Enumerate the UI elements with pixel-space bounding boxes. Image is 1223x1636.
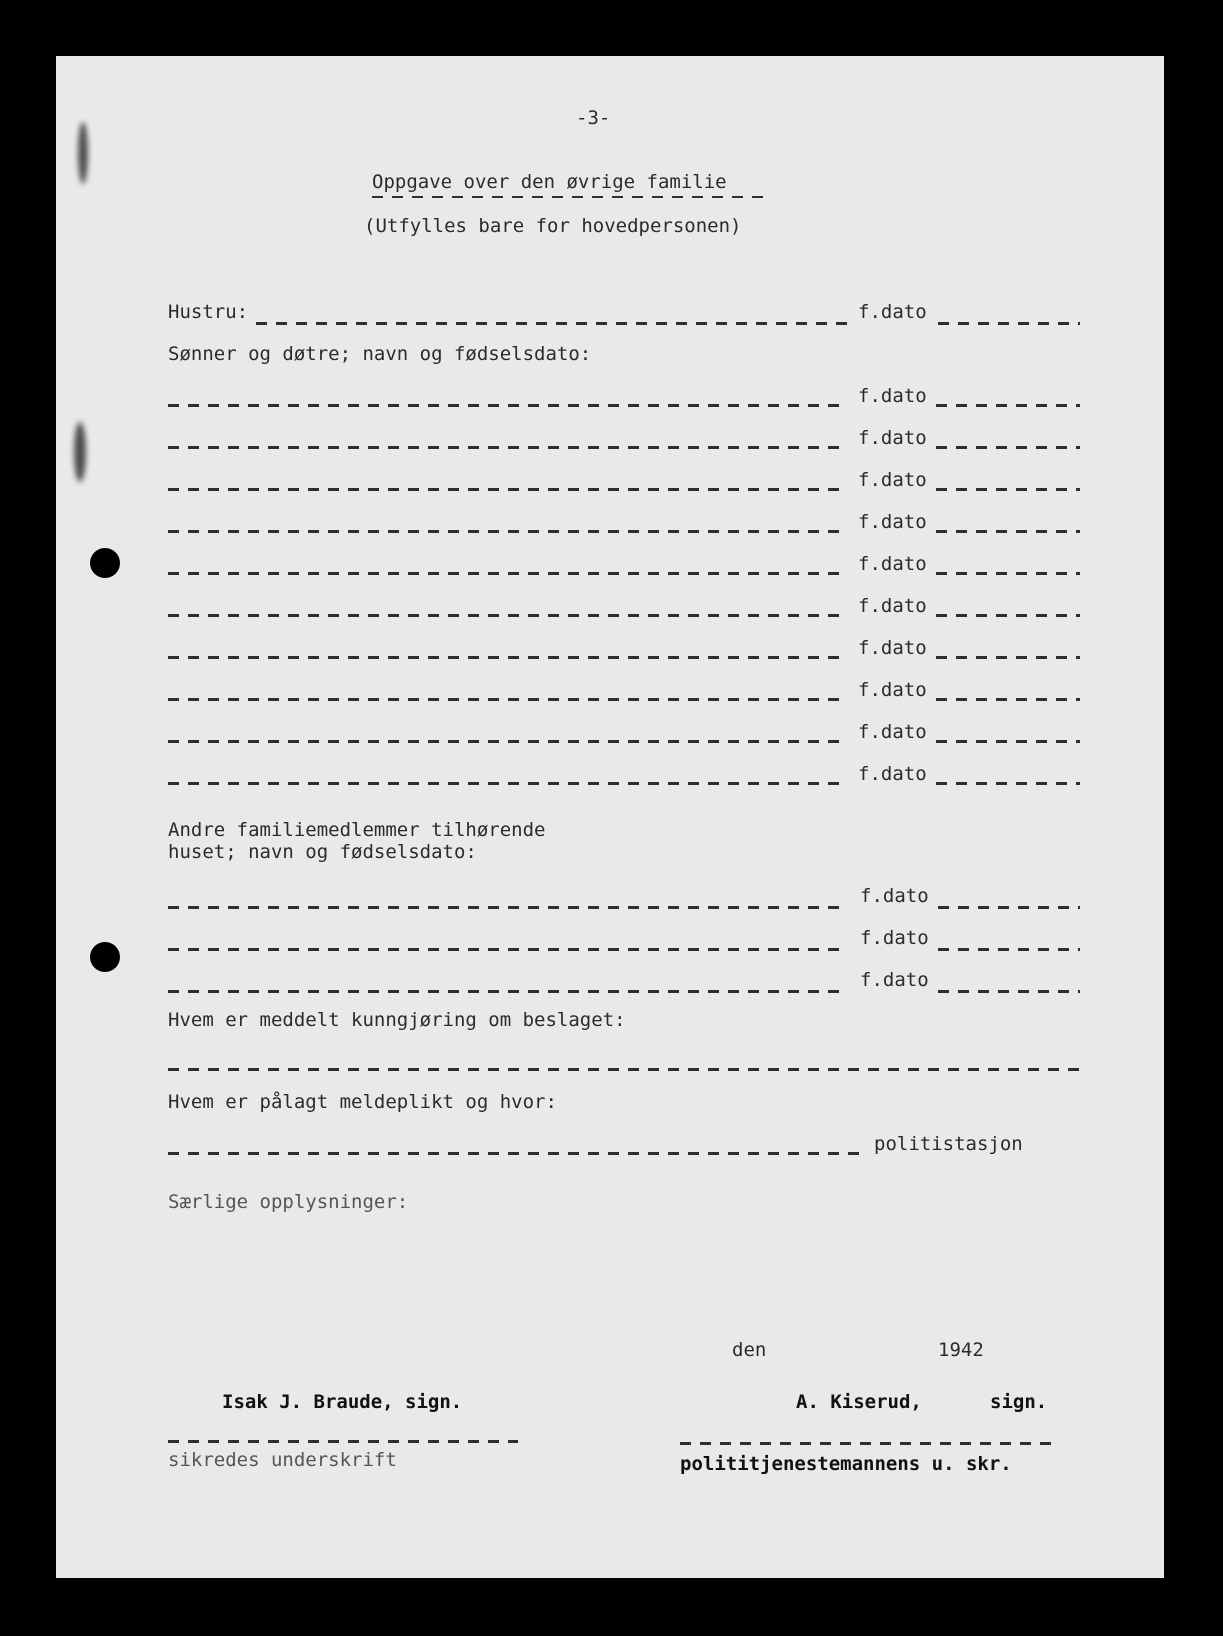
caption-left: sikredes underskrift [168,1449,397,1471]
child-5-fdato-label: f.dato [858,553,927,575]
page-number: -3- [576,107,611,129]
child-1-name-line [168,404,848,407]
reporting-line [168,1152,868,1155]
notified-label: Hvem er meddelt kunngjøring om beslaget: [168,1009,626,1031]
child-6-name-line [168,614,848,617]
spouse-fdato-label: f.dato [858,301,927,323]
page-subtitle: (Utfylles bare for hovedpersonen) [364,215,742,237]
ink-smudge-middle [74,422,86,482]
child-2-fdato-line [936,446,1080,449]
child-5-name-line [168,572,848,575]
police-station-label: politistasjon [874,1133,1023,1155]
child-10-fdato-line [936,782,1080,785]
child-9-fdato-line [936,740,1080,743]
child-4-fdato-label: f.dato [858,511,927,533]
punch-hole-lower [90,942,120,972]
signature-right-line [680,1442,1052,1445]
punch-hole-upper [90,548,120,578]
other-member-3-name-line [168,990,848,993]
child-6-fdato-line [936,614,1080,617]
other-member-3-fdato-label: f.dato [860,969,929,991]
other-members-label-line2: huset; navn og fødselsdato: [168,841,477,863]
reporting-label: Hvem er pålagt meldeplikt og hvor: [168,1091,557,1113]
children-label: Sønner og døtre; navn og fødselsdato: [168,343,592,365]
child-1-fdato-label: f.dato [858,385,927,407]
child-3-fdato-line [936,488,1080,491]
special-info-label: Særlige opplysninger: [168,1191,409,1213]
other-member-2-name-line [168,948,848,951]
child-10-fdato-label: f.dato [858,763,927,785]
child-3-fdato-label: f.dato [858,469,927,491]
child-10-name-line [168,782,848,785]
spouse-name-line [256,322,856,325]
child-4-fdato-line [936,530,1080,533]
child-2-name-line [168,446,848,449]
document-page [56,56,1164,1578]
signature-right-sign: sign. [990,1391,1048,1413]
child-7-fdato-label: f.dato [858,637,927,659]
other-member-1-fdato-label: f.dato [860,885,929,907]
signature-right-name: A. Kiserud, [796,1391,922,1413]
spouse-label: Hustru: [168,301,249,323]
signature-left-line [168,1440,518,1443]
child-6-fdato-label: f.dato [858,595,927,617]
caption-right: polititjenestemannens u. skr. [680,1453,1012,1475]
child-9-name-line [168,740,848,743]
other-member-2-fdato-label: f.dato [860,927,929,949]
other-members-label-line1: Andre familiemedlemmer tilhørende [168,819,546,841]
child-3-name-line [168,488,848,491]
child-8-fdato-label: f.dato [858,679,927,701]
ink-smudge-top [78,122,88,184]
other-member-1-name-line [168,906,848,909]
signature-left: Isak J. Braude, sign. [222,1391,463,1413]
child-4-name-line [168,530,848,533]
page-title: Oppgave over den øvrige familie [372,171,727,193]
child-5-fdato-line [936,572,1080,575]
date-word: den [732,1339,767,1361]
child-9-fdato-label: f.dato [858,721,927,743]
year: 1942 [938,1339,984,1361]
notified-line [168,1068,1080,1071]
other-member-1-fdato-line [938,906,1080,909]
child-7-name-line [168,656,848,659]
other-member-3-fdato-line [938,990,1080,993]
child-8-fdato-line [936,698,1080,701]
child-7-fdato-line [936,656,1080,659]
child-2-fdato-label: f.dato [858,427,927,449]
other-member-2-fdato-line [938,948,1080,951]
child-1-fdato-line [936,404,1080,407]
title-underline [372,196,768,198]
spouse-fdato-line [938,322,1080,325]
child-8-name-line [168,698,848,701]
